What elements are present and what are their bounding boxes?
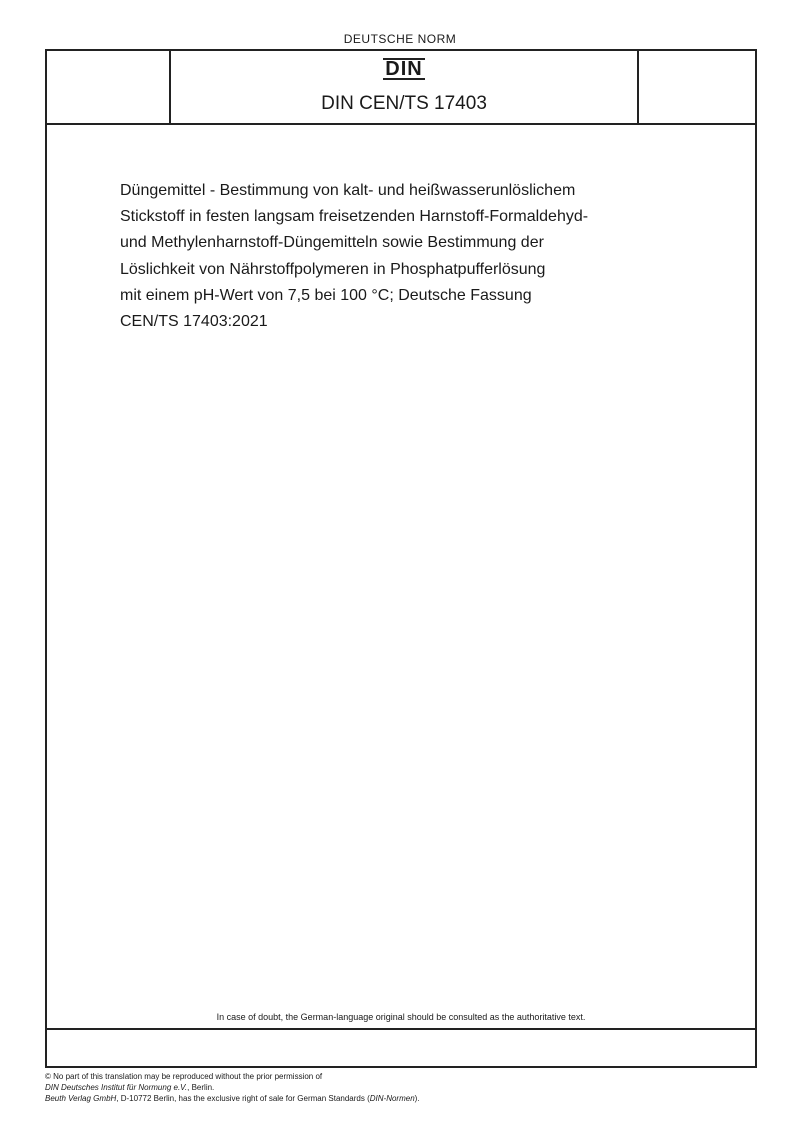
header-center-cell xyxy=(169,51,639,123)
authoritative-text-notice: In case of doubt, the German-language original should be consulted as the authoritative text. xyxy=(216,1012,586,1022)
header-frame xyxy=(45,49,757,125)
title-line: Stickstoff in festen langsam freisetzenden Harnstoff-Formaldehyd- xyxy=(120,208,589,226)
copyright-line-3: Beuth Verlag GmbH, D-10772 Berlin, has the exclusive right of sale for German Standards (DIN-Normen). xyxy=(45,1094,420,1103)
footer-divider xyxy=(47,1028,755,1030)
din-logo-text: DIN xyxy=(385,58,423,80)
title-line: Düngemittel - Bestimmung von kalt- und heißwasserunlöslichem xyxy=(120,182,576,199)
document-number: DIN CEN/TS 17403 xyxy=(321,93,487,114)
document-type-label: DEUTSCHE NORM xyxy=(343,32,457,46)
title-line: Löslichkeit von Nährstoffpolymeren in Phosphatpufferlösung xyxy=(120,260,546,278)
copyright-notice xyxy=(45,1071,745,1104)
publisher-name: Beuth Verlag GmbH xyxy=(45,1094,117,1103)
din-institute-name: DIN Deutsches Institut für Normung e.V. xyxy=(45,1083,188,1092)
title-line: mit einem pH-Wert von 7,5 bei 100 °C; Deutsche Fassung xyxy=(120,286,532,304)
title-line: und Methylenharnstoff-Düngemitteln sowie Bestimmung der xyxy=(120,234,544,252)
document-title xyxy=(120,178,680,335)
title-line: CEN/TS 17403:2021 xyxy=(120,313,268,331)
copyright-line-1: © No part of this translation may be reproduced without the prior permission of xyxy=(45,1072,323,1081)
copyright-line-2: DIN Deutsches Institut für Normung e.V., Berlin. xyxy=(45,1083,215,1092)
din-logo xyxy=(171,58,637,80)
content-frame xyxy=(45,123,757,1068)
